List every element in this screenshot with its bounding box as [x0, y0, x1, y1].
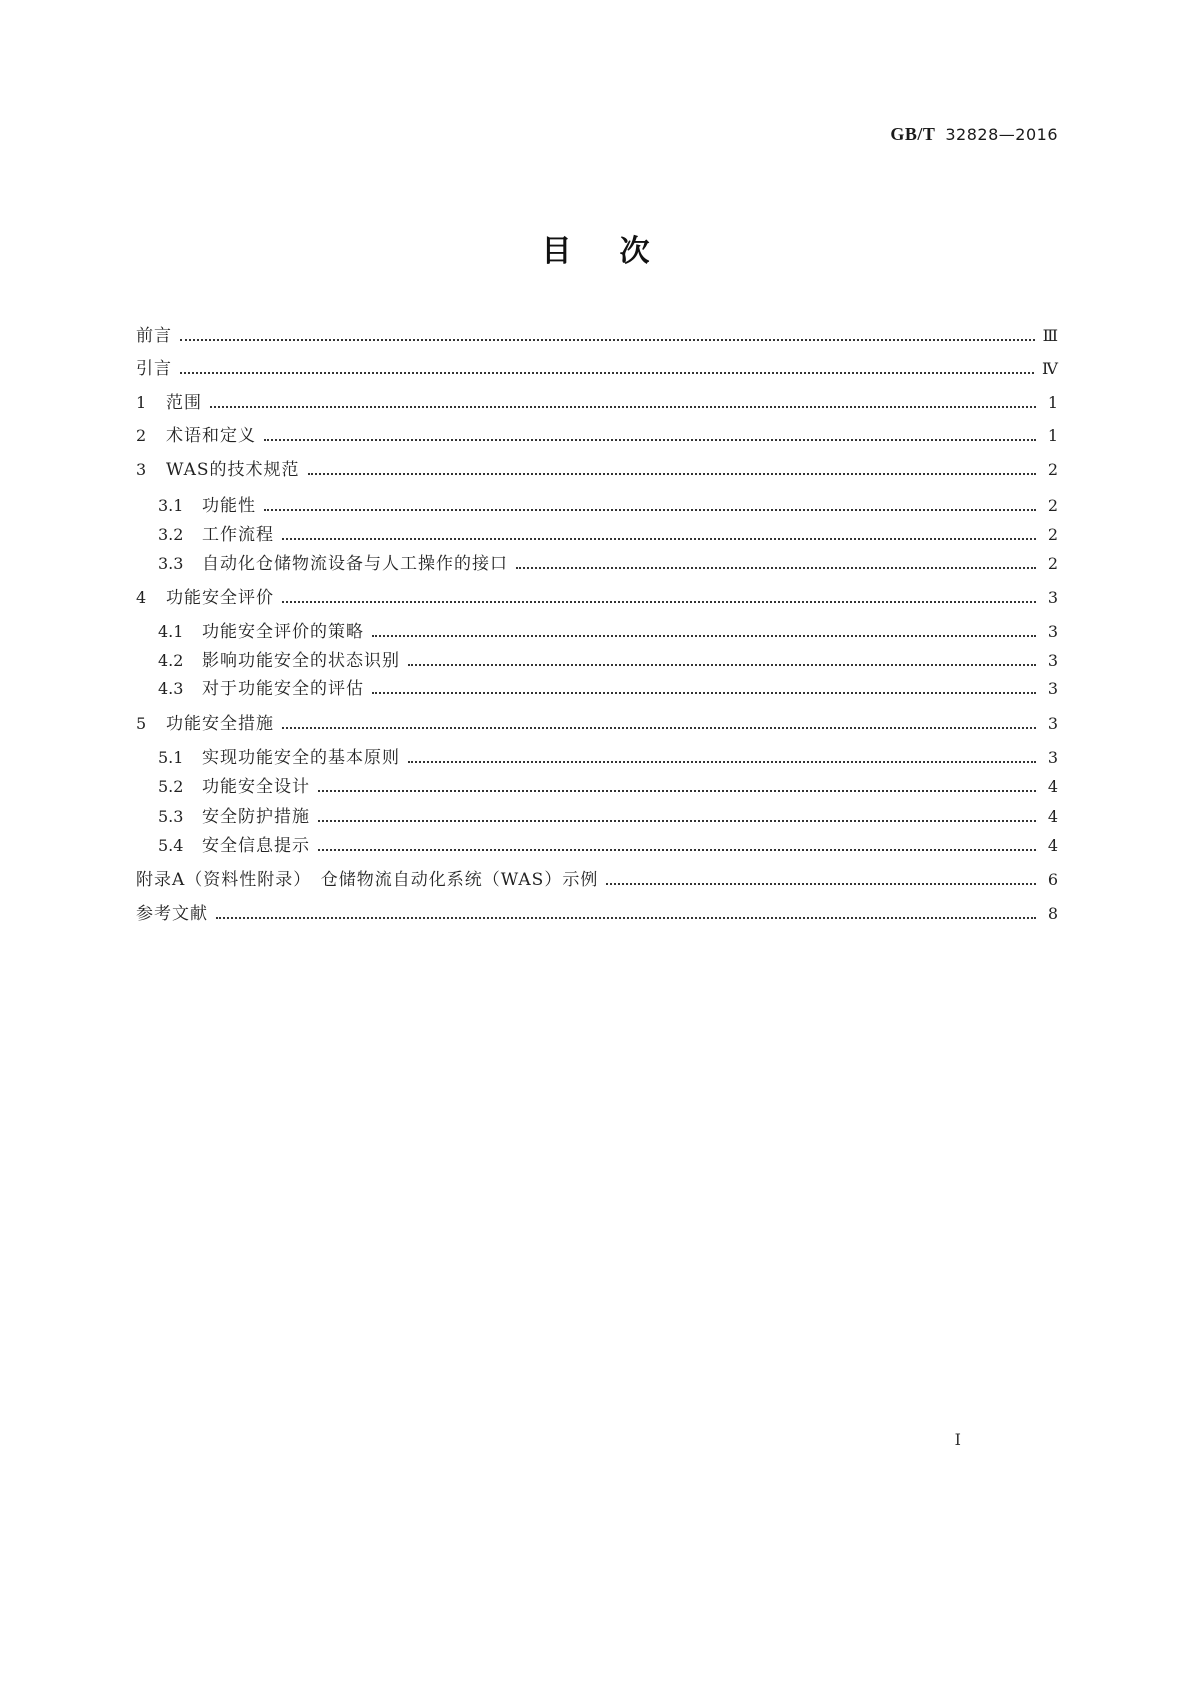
- toc-dot-leader: [282, 584, 1036, 612]
- toc-entry-number: 3.2: [158, 525, 184, 544]
- toc-dot-leader: [282, 521, 1036, 549]
- toc-entry-page: 2: [1047, 460, 1058, 479]
- toc-entry[interactable]: [158, 647, 1058, 675]
- toc-entry-page: 1: [1047, 393, 1058, 412]
- toc-entry-title: 实现功能安全的基本原则: [202, 748, 400, 768]
- toc-entry-title: 功能安全设计: [202, 777, 310, 797]
- toc-entry-title: 附录A（资料性附录） 仓储物流自动化系统（WAS）示例: [136, 870, 599, 890]
- toc-entry[interactable]: [136, 355, 1058, 383]
- toc-entry[interactable]: [136, 389, 1058, 417]
- toc-entry-page: Ⅲ: [1042, 326, 1058, 345]
- toc-entry-number: 3: [136, 460, 147, 479]
- toc-entry-number: 2: [136, 426, 147, 445]
- toc-entry-label: [136, 389, 210, 417]
- toc-entry-label: [158, 803, 318, 831]
- toc-entry-number: 5.3: [158, 807, 184, 826]
- toc-entry-label: [158, 550, 516, 578]
- toc-dot-leader: [210, 389, 1036, 417]
- toc-entry[interactable]: [136, 900, 1058, 928]
- toc-entry-label: [158, 618, 372, 646]
- toc-entry[interactable]: [136, 866, 1058, 894]
- toc-entry-page: 2: [1047, 496, 1058, 515]
- toc-entry-label: [136, 355, 180, 383]
- toc-entry-number: 4.3: [158, 679, 184, 698]
- toc-entry-page: 1: [1047, 426, 1058, 445]
- page-title: 目次: [541, 234, 698, 269]
- toc-entry-label: [136, 710, 282, 738]
- toc-dot-leader: [606, 866, 1036, 894]
- toc-entry-title: 功能安全评价的策略: [202, 622, 364, 642]
- toc-dot-leader: [180, 322, 1035, 350]
- toc-dot-leader: [264, 422, 1036, 450]
- toc-entry-number: 5.4: [158, 836, 184, 855]
- toc-entry-page: 4: [1047, 777, 1058, 796]
- toc-dot-leader: [318, 773, 1036, 801]
- toc-entry-title: 术语和定义: [166, 426, 256, 446]
- toc-dot-leader: [372, 618, 1036, 646]
- toc-entry[interactable]: [158, 744, 1058, 772]
- toc-entry-number: 5.2: [158, 777, 184, 796]
- toc-entry-number: 5.1: [158, 748, 184, 767]
- toc-entry[interactable]: [136, 456, 1058, 484]
- toc-dot-leader: [516, 550, 1036, 578]
- toc-entry-label: [136, 584, 282, 612]
- toc-entry-number: 3.3: [158, 554, 184, 573]
- toc-entry-page: 3: [1047, 714, 1058, 733]
- toc-entry-number: 4: [136, 588, 147, 607]
- toc-entry-title: 对于功能安全的评估: [202, 679, 364, 699]
- toc-entry-title: 自动化仓储物流设备与人工操作的接口: [202, 554, 508, 574]
- toc-entry-label: [158, 492, 264, 520]
- toc-entry-page: 3: [1047, 588, 1058, 607]
- toc-entry[interactable]: [136, 422, 1058, 450]
- toc-entry-page: 3: [1047, 679, 1058, 698]
- toc-entry-page: 3: [1047, 651, 1058, 670]
- toc-entry-page: 8: [1047, 904, 1058, 923]
- toc-entry-label: [136, 422, 264, 450]
- page-number: Ⅰ: [954, 1430, 961, 1449]
- toc-entry-title: 前言: [136, 326, 172, 346]
- toc-entry-number: 1: [136, 393, 147, 412]
- toc-entry-title: 范围: [166, 393, 202, 413]
- toc-entry-page: 4: [1047, 807, 1058, 826]
- toc-entry[interactable]: [158, 521, 1058, 549]
- standard-code-header: [890, 124, 1058, 145]
- toc-entry-title: 工作流程: [202, 525, 274, 545]
- toc-entry-page: 3: [1047, 622, 1058, 641]
- toc-entry-page: 2: [1047, 525, 1058, 544]
- toc-dot-leader: [318, 803, 1036, 831]
- toc-entry[interactable]: [136, 710, 1058, 738]
- toc-entry[interactable]: [158, 803, 1058, 831]
- toc-entry-label: [136, 456, 308, 484]
- toc-entry[interactable]: [158, 492, 1058, 520]
- toc-entry-label: [136, 866, 606, 894]
- toc-entry-page: 2: [1047, 554, 1058, 573]
- toc-entry-page: Ⅳ: [1042, 359, 1058, 378]
- toc-entry-number: 3.1: [158, 496, 184, 515]
- toc-dot-leader: [308, 456, 1036, 484]
- toc-dot-leader: [408, 647, 1036, 675]
- toc-entry-number: 4.2: [158, 651, 184, 670]
- toc-entry-title: 引言: [136, 359, 172, 379]
- standard-prefix: GB/T: [890, 124, 936, 144]
- toc-entry-number: 5: [136, 714, 147, 733]
- toc-dot-leader: [408, 744, 1036, 772]
- toc-entry-label: [158, 521, 282, 549]
- toc-dot-leader: [216, 900, 1036, 928]
- toc-entry-page: 6: [1047, 870, 1058, 889]
- toc-dot-leader: [180, 355, 1034, 383]
- toc-dot-leader: [372, 675, 1036, 703]
- toc-entry-title: 安全信息提示: [202, 836, 310, 856]
- toc-entry-page: 4: [1047, 836, 1058, 855]
- toc-entry-title: 功能性: [202, 496, 256, 516]
- toc-entry-number: 4.1: [158, 622, 184, 641]
- toc-entry[interactable]: [158, 832, 1058, 860]
- toc-entry-title: 影响功能安全的状态识别: [202, 651, 400, 671]
- standard-number: 32828—2016: [945, 125, 1058, 144]
- toc-entry[interactable]: [136, 584, 1058, 612]
- toc-entry[interactable]: [136, 322, 1058, 350]
- toc-entry-title: 参考文献: [136, 904, 208, 924]
- toc-dot-leader: [318, 832, 1036, 860]
- toc-entry[interactable]: [158, 618, 1058, 646]
- toc-entry-title: 功能安全措施: [166, 714, 274, 734]
- toc-entry-label: [158, 647, 408, 675]
- toc-entry-label: [136, 900, 216, 928]
- toc-entry[interactable]: [158, 773, 1058, 801]
- toc-entry-title: WAS的技术规范: [166, 460, 300, 480]
- toc-entry-title: 功能安全评价: [166, 588, 274, 608]
- toc-entry[interactable]: [158, 675, 1058, 703]
- toc-entry-label: [158, 744, 408, 772]
- toc-entry-page: 3: [1047, 748, 1058, 767]
- toc-dot-leader: [264, 492, 1036, 520]
- toc-entry-title: 安全防护措施: [202, 807, 310, 827]
- toc-dot-leader: [282, 710, 1036, 738]
- toc-entry-label: [136, 322, 180, 350]
- toc-entry-label: [158, 832, 318, 860]
- toc-entry-label: [158, 773, 318, 801]
- toc-entry[interactable]: [158, 550, 1058, 578]
- toc-entry-label: [158, 675, 372, 703]
